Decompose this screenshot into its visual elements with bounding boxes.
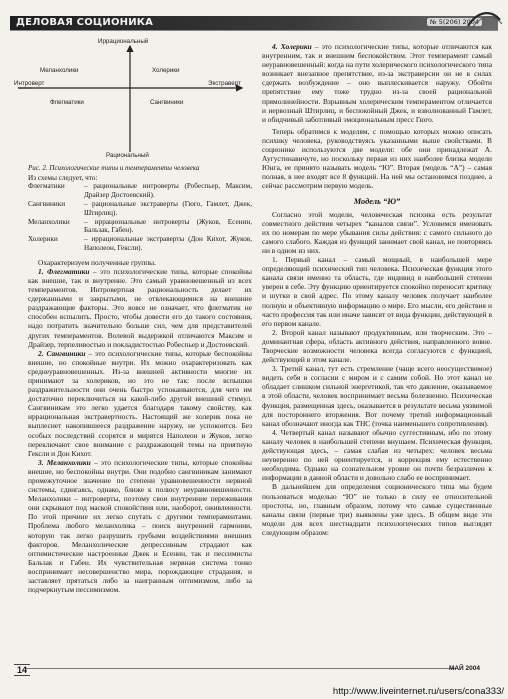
paragraph-melancholics: 3. Меланхолики – это психологические типы, которые спокойны внешне, но беспокойны внутри. Они подобно сангвиникам занимают промежуточное значение по степени уравновешенности нервной системы, сдвигаясь, однако, ближе к полюсу неуравновешенности. Меланхолики – интроверты, поэтому свои внутренние переживания они скрывают под маской спокойствия или, наоборот, оживленности. По этой причине их легко спутать с другими темпераментами. Проблема любого меланхолика – поиск внутренней гармонии, которую так легко разрушить грубыми воздействиями внешних факторов. Меланхолические депрессивным страдают как оптимистические настроенные Джек и Есенин, так и пессимисты Бальзак и Габен. Их чувствительная нервная система тонко воспринимает несовершенство мира, порождающее страдания, и заставляет прятаться либо за наигранным оптимизмом, либо за подчеркнутым пессимизмом. <box>28 457 252 595</box>
paragraph-sanguinics: 2. Сангвиники – это психологические типы, которые беспокойны внешне, но спокойные внутри. Их можно охарактеризовать как среднеуравновешенных. Из-за внешней активности многие их принимают за холериков, но это не так: после вспышки раздражительности они очень быстро успокаиваются, для чего им достаточно переключиться на какой-либо другой внешний стимул. Сангвиникам это легко удается благодаря такому свойству, как иррациональная экстравертность. Настоящий же холерик пока не выплеснет накопившееся раздражение наружу, не успокоится. Без особых последствий ссорятся и мирятся Наполеон и Жуков, легко переключают свое внимание с раздражающей темы на приятную Гексли и Дон Кихот. <box>28 348 252 458</box>
section-title: ДЕЛОВАЯ СОЦИОНИКА <box>16 17 154 28</box>
temperament-diagram <box>12 34 248 162</box>
right-column <box>262 42 492 537</box>
paragraph-channel-4: 4. Четвертый канал называют обычно суггестивным, ибо по этому каналу человек в наибольшей степени внушаем. Психическая функция, действующая здесь, – самая слабая из четырех: человек весьма неуверенно по ней ориентируется, и коррекция ему естественно необходима. Однако на сознательном уровне он почти безразличен к информации в данной области и довольно слабо ее воспринимает. <box>262 427 492 483</box>
paragraph-phlegmatics: 1. Флегматики – это психологические типы, которые спокойны как внешне, так и внутренне. Это самый уравновешенный из всех темпераментов. Интровертная рациональность делает их сдержанными и закрытыми, не отвлекающимися на внешние раздражающие факторы. Это вовсе не означает, что флегматик не способен вспылить. Просто, чтобы довести его до такого состояния, надо потратить значительно больше сил, чем для представителей других темпераментов. Волевой выдержкой отличаются Максим и Драйзер, терпеливостью и покладистостью Робеспьер и Достоевский. <box>28 266 252 349</box>
paragraph-channel-2: 2. Второй канал называют продуктивным, или творческим. Это – доминантная сфера, область активного действия, направленного вовне. Творческие возможности человека всегда согласуются с функцией, действующей в этом канале. <box>262 327 492 365</box>
quadrant-cholerics: Холерики <box>152 67 180 74</box>
figure-caption: Рис. 2. Психологические типы и темпераменты человека <box>28 164 200 172</box>
definition-row: Меланхолики – иррациональные интроверты (Жуков, Есенин, Бальзак, Габен). <box>28 217 252 235</box>
quadrant-phlegmatics: Флегматики <box>50 99 84 106</box>
footer-issue: МАЙ 2004 <box>448 665 480 672</box>
paragraph: Теперь обратимся к моделям, с помощью которых можно описать психику человека, руководствуясь указанными выше свойствами. В соционике используются две модели: обе они принадлежат А. Аугустинавичуте, но поскольку первая из них наиболее близка модели Юнга, ее принято называть модель “Ю”. Вторая (модель “А”) – самая полная, в нее входят все 8 функций. На ней мы остановимся позднее, а сейчас рассмотрим первую модель. <box>262 126 492 191</box>
definition-row: Холерики – иррациональные экстраверты (Дон Кихот, Жуков, Наполеон, Гексли). <box>28 235 252 252</box>
definition-row: Сангвиники – рациональные экстраверты (Гюго, Гамлет, Джек, Штирлиц). <box>28 199 252 217</box>
paragraph: В дальнейшем для определения соционического типа мы будем пользоваться моделью “Ю” не только в силу ее относительной простоты, но, главным образом, потому что самые существенные каналы связи (первые три) выявлены уже здесь. В общем виде эти модели для всех шестнадцати психологических типов выглядят следующим образом: <box>262 482 492 537</box>
paragraph-cholerics: 4. Холерики – это психологические типы, которые отличаются как внутренним, так и внешним беспокойством. Этот темперамент самый неуравновешенный: когда на пути холерического психологического типа возникает внезапное препятствие, из-за экстраверсии он не в силах сдержать возбуждение – оно выплескивается наружу. Обойти препятствие ему тоже трудно из-за своей рациональной прямолинейности. Взрывным холерическим темпераментом отличается и нервозный Штирлиц, и беспокойный Джек, и взволнованный Гамлет, и обидчивый заботливый эмоциональным пресс Гюго. <box>262 42 492 124</box>
left-column <box>28 164 252 594</box>
axis-label-extravert: Экстраверт <box>208 80 241 87</box>
decorative-swirl-icon <box>464 6 504 30</box>
watermark-url[interactable]: http://www.liveinternet.ru/users/cona333/ <box>332 686 504 697</box>
axis-label-rational: Рациональный <box>106 152 149 159</box>
quadrant-sanguinics: Сангвиники <box>150 99 184 106</box>
intro-line: Из схемы следует, что: <box>28 173 98 182</box>
issue-badge: № 5(206) 2004 <box>427 18 482 26</box>
axis-label-irrational: Иррациональный <box>98 38 149 45</box>
quadrant-melancholics: Меланхолики <box>40 67 79 74</box>
paragraph: Согласно этой модели, человеческая психика есть результат совместного действия четырех “каналов связи”. Условимся именовать их по номерам по мере убывания силы действия: с самого сильного до самого слабого. Каждая из функций занимает свой канал, не повторяясь ни в одном из них. <box>262 209 492 255</box>
page-number: 14 <box>14 664 30 676</box>
paragraph-channel-1: 1. Первый канал – самый мощный, в наибольшей мере определяющий психический тип человека. Психическая функция этого канала связи именно та область, где индивид в наибольшей степени уверен в себе. Эту функцию ориентируется спокойно переносит критику и шутки в свой адрес. По этому каналу человек получает наиболее полную и объективную информацию о мире. Его мысли, его действия и часто профессия так или иначе зависят от вида функции, действующей в его первом канале. <box>262 255 492 328</box>
section-heading: Модель “Ю” <box>353 196 401 206</box>
definition-row: Флегматики – рациональные интроверты (Робеспьер, Максим, Драйзер Достоевский). <box>28 182 252 200</box>
paragraph-channel-3: 3. Третий канал, тут есть стремление (чаще всего неосуществимое) видеть себя в согласии с миром и с самим собой. Но этот канал не обладает слишком сильной энергетикой, так что давление, оказываемое в этой области, человек воспринимает весьма болезненно. Психическая функция, размещенная здесь, оказывается в результате весьма уязвимой для постороннего вторжения. Вот почему третий информационный канал обозначают иногда как ТНС (точка наименьшего сопротивления). <box>262 364 492 428</box>
paragraph: Охарактеризуем полученные группы. <box>38 257 156 267</box>
section-header-bar <box>10 16 498 31</box>
diagram-axes <box>12 34 248 162</box>
axis-label-introvert: Интроверт <box>14 80 45 87</box>
footer-rule <box>26 668 456 669</box>
